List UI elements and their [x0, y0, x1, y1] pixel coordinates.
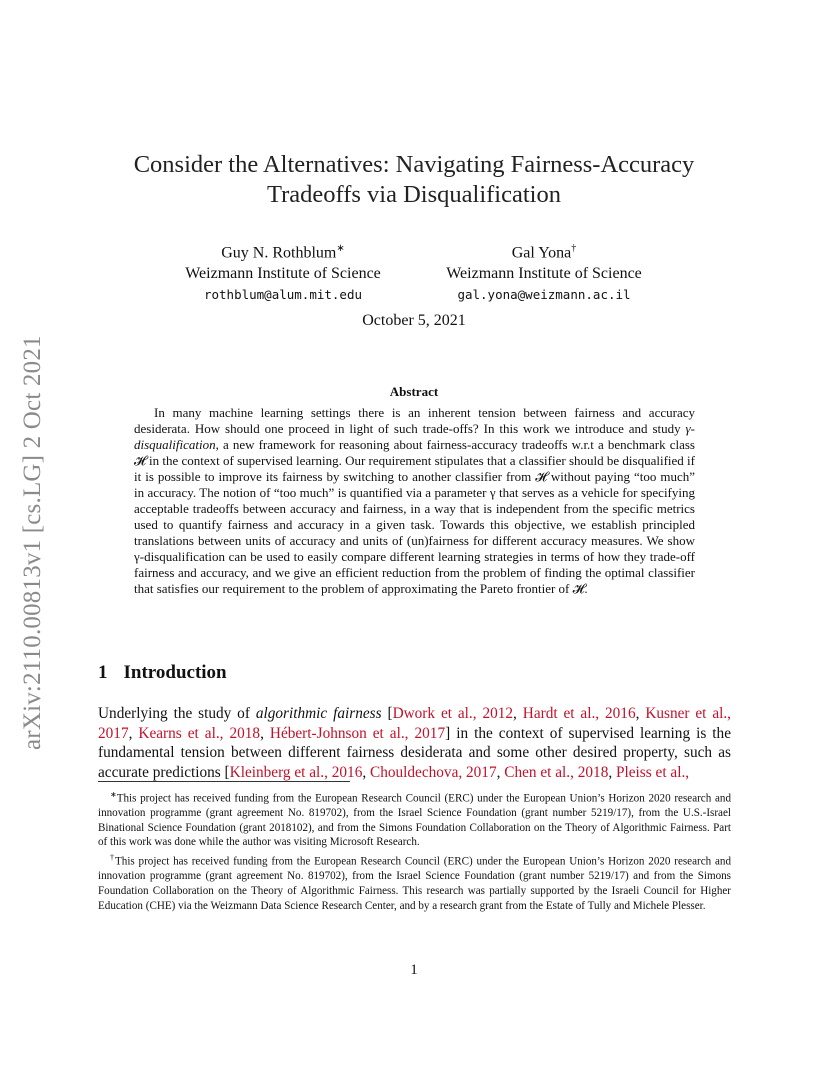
citation-link[interactable]: Dwork et al., 2012: [392, 705, 514, 722]
citation-link[interactable]: Hébert-Johnson et al., 2017: [269, 724, 446, 742]
citation-link[interactable]: Chouldechova, 2017: [370, 763, 497, 781]
author-footnote-mark: ∗: [336, 243, 345, 254]
author-block-1: [168, 238, 398, 305]
section-number: 1: [98, 662, 108, 683]
author-block-2: [430, 238, 658, 305]
footnote-mark: ∗: [110, 790, 117, 799]
intro-emphasis-term: algorithmic fairness: [255, 705, 382, 722]
footnote-2: †This project has received funding from the European Research Council (ERC) under the European Union’s Horizon 2020 research and innovation programme (grant agreement No. 819702), from the Israel Science Foundation (grant number 5219/17) and from the Simons Foundation Collaboration on the Theory of Algorithmic Fairness. This research was partially supported by the Israeli Council for Higher Education (CHE) via the Weizmann Data Science Research Center, and by a research grant from the Estate of Tully and Michele Plesser.: [98, 853, 732, 912]
citation-link[interactable]: Hardt et al., 2016: [522, 705, 636, 722]
citation-link[interactable]: Pleiss et al.,: [616, 763, 690, 781]
section-title: Introduction: [123, 662, 227, 683]
paper-title: Consider the Alternatives: Navigating Fairness-Accuracy Tradeoffs via Disqualification: [133, 151, 695, 208]
author-email: gal.yona@weizmann.ac.il: [457, 287, 631, 303]
abstract-body: In many machine learning settings there is an inherent tension between fairness and accuracy desiderata. How should one proceed in light of such trade-offs? In this work we introduce and study γ-disqualification, a new framework for reasoning about fairness-accuracy tradeoffs w.r.t a benchmark class 𝓗 in the context of supervised learning. Our requirement stipulates that a classifier should be disqualified if it is possible to improve its fairness by switching to another classifier from 𝓗 without paying “too much” in accuracy. The notion of “too much” is quantified via a parameter γ that serves as a vehicle for specifying acceptable tradeoffs between accuracy and fairness, in a way that is independent from the specific metrics used to quantify fairness and accuracy in a given task. Towards this objective, we establish principled translations between units of accuracy and units of (un)fairness for different accuracy measures. We show γ-disqualification can be used to easily compare different learning strategies in terms of how they trade-off fairness and accuracy, and we give an efficient reduction from the problem of finding the optimal classifier that satisfies our requirement to the problem of approximating the Pareto frontier of 𝓗.: [134, 405, 695, 596]
citation-link[interactable]: Kearns et al., 2018: [138, 724, 261, 742]
footnote-divider: [98, 781, 350, 782]
author-affiliation: Weizmann Institute of Science: [185, 265, 381, 283]
page-number: 1: [410, 962, 418, 978]
footnotes: [98, 788, 731, 914]
citation-link[interactable]: Kusner et al., 2017: [98, 705, 732, 742]
author-email: rothblum@alum.mit.edu: [203, 287, 363, 303]
footnote-1: ∗This project has received funding from the European Research Council (ERC) under the European Union’s Horizon 2020 research and innovation programme (grant agreement No. 819702), from the Israel Science Foundation (grant number 5219/17), from the U.S.-Israel Binational Science Foundation (grant 2018102), and from the Simons Foundation Collaboration on the Theory of Algorithmic Fairness. Part of this work was done while the author was visiting Microsoft Research.: [98, 790, 731, 849]
arxiv-identifier-stamp: arXiv:2110.00813v1 [cs.LG] 2 Oct 2021: [19, 335, 46, 750]
author-name: Guy N. Rothblum∗: [221, 243, 345, 262]
citation-link[interactable]: Kleinberg et al., 2016: [229, 763, 363, 781]
section-heading-introduction: [98, 662, 227, 684]
introduction-paragraph: Underlying the study of algorithmic fairness [Dwork et al., 2012, Hardt et al., 2016, Kusner et al., 2017, Kearns et al., 2018, Hébert-Johnson et al., 2017] in the context of supervised learning is the fundamental tension between different fairness desiderata and some other desired property, such as accurate predictions [Kleinberg et al., 2016, Chouldechova, 2017, Chen et al., 2018, Pleiss et al.,: [98, 705, 732, 781]
footnote-mark: †: [110, 853, 116, 863]
author-affiliation: Weizmann Institute of Science: [446, 265, 642, 283]
citation-link[interactable]: Chen et al., 2018: [504, 763, 609, 781]
abstract-heading: Abstract: [389, 384, 439, 399]
author-name: Gal Yona†: [511, 243, 577, 262]
abstract-defined-term: γ-disqualification: [134, 421, 695, 452]
author-footnote-mark: †: [571, 243, 577, 254]
paper-date: October 5, 2021: [362, 312, 466, 329]
